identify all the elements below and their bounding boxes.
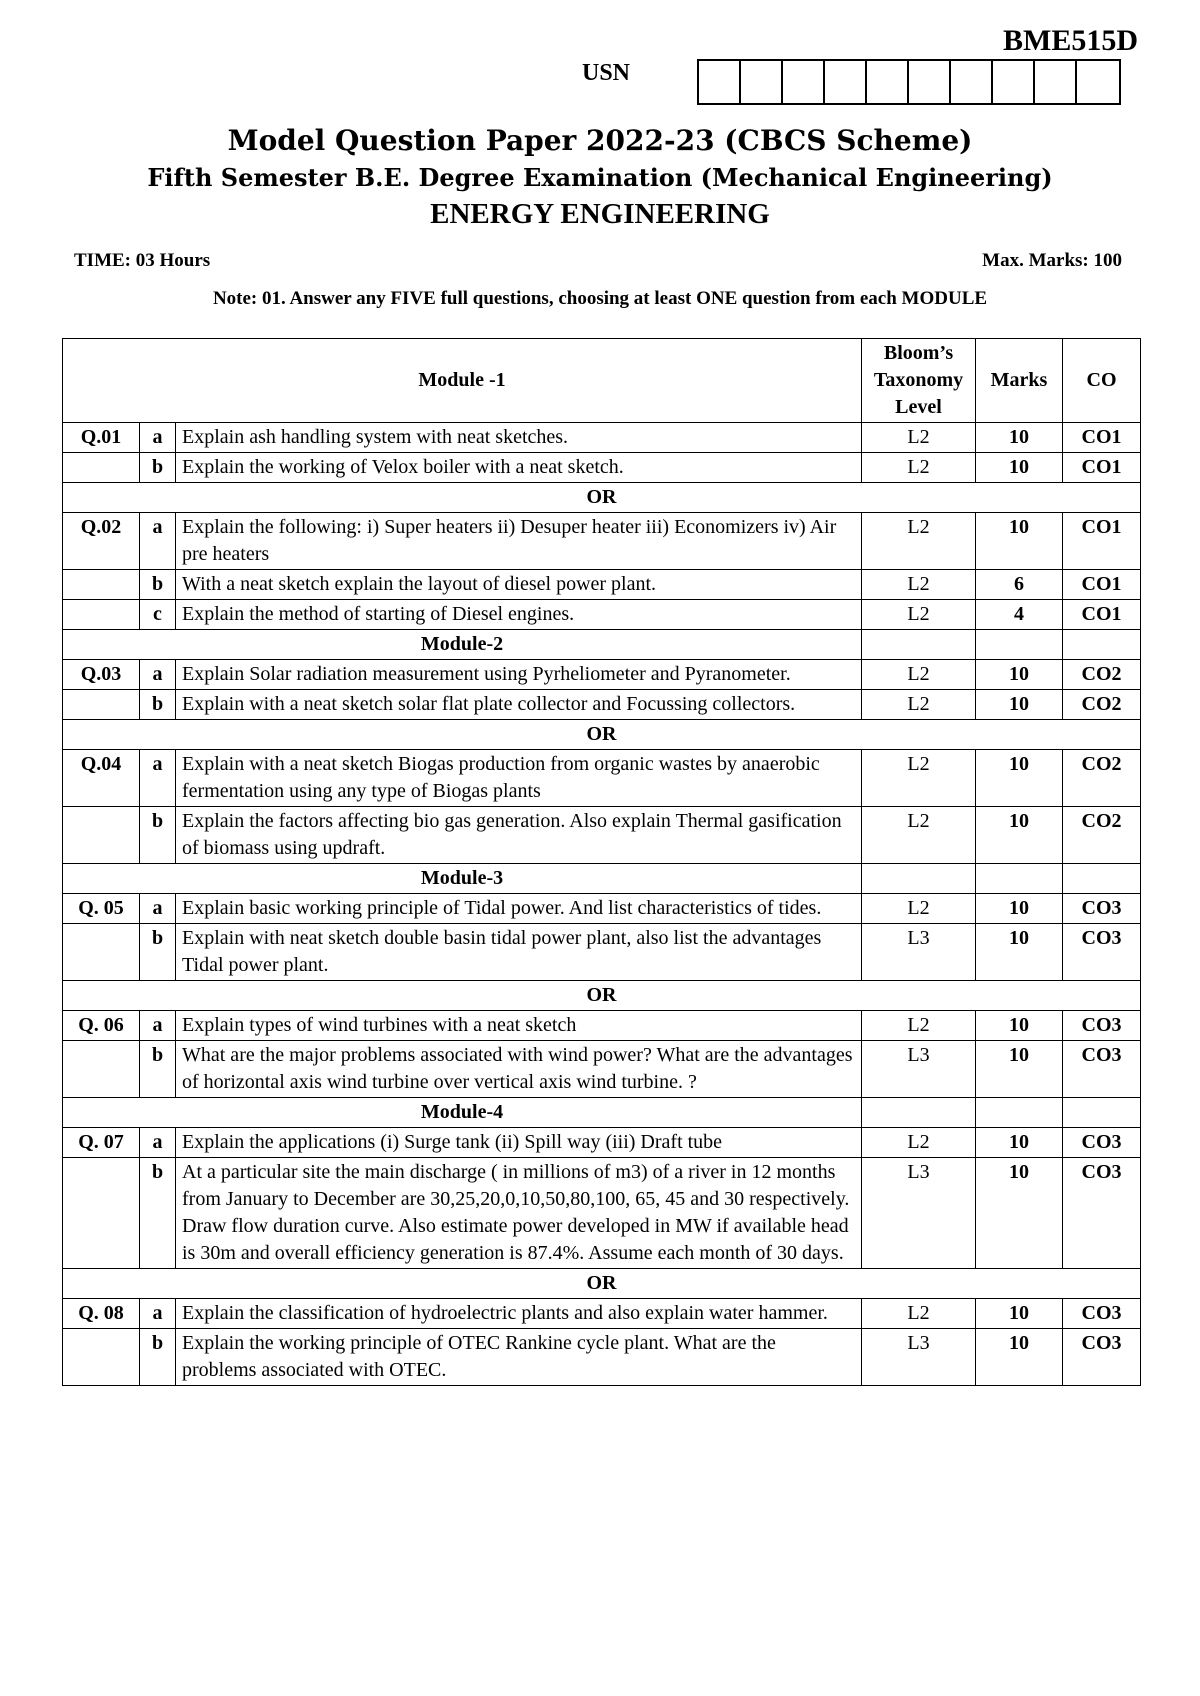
course-outcome: CO3 <box>1063 1041 1141 1098</box>
course-outcome: CO3 <box>1063 1299 1141 1329</box>
instructions-note: Note: 01. Answer any FIVE full questions, choosing at least ONE question from each MODULE <box>212 288 988 309</box>
module-label: Module-3 <box>63 864 862 894</box>
table-row <box>63 1158 1141 1269</box>
sub-question-label: b <box>140 1158 176 1269</box>
sub-question-label: a <box>140 1299 176 1329</box>
question-marks: 10 <box>976 1128 1063 1158</box>
subject-name: ENERGY ENGINEERING <box>430 198 770 230</box>
sub-question-label: a <box>140 1128 176 1158</box>
blooms-level: L2 <box>862 1011 976 1041</box>
question-text: Explain types of wind turbines with a neat sketch <box>176 1011 862 1041</box>
question-marks: 4 <box>976 600 1063 630</box>
question-marks: 10 <box>976 1329 1063 1386</box>
paper-title: Model Question Paper 2022-23 (CBCS Scheme) <box>227 124 973 157</box>
course-outcome: CO3 <box>1063 1158 1141 1269</box>
or-label: OR <box>63 483 1141 513</box>
sub-question-label: b <box>140 924 176 981</box>
usn-entry-boxes <box>697 59 1121 105</box>
table-row <box>63 570 1141 600</box>
blooms-level: L2 <box>862 690 976 720</box>
question-number <box>63 924 140 981</box>
usn-box <box>699 61 741 103</box>
course-outcome: CO3 <box>1063 1011 1141 1041</box>
or-label: OR <box>63 720 1141 750</box>
blooms-level: L3 <box>862 924 976 981</box>
question-number <box>63 807 140 864</box>
question-number <box>63 1041 140 1098</box>
question-number: Q. 08 <box>63 1299 140 1329</box>
question-number <box>63 600 140 630</box>
question-marks: 6 <box>976 570 1063 600</box>
question-number <box>63 1158 140 1269</box>
blooms-level: L3 <box>862 1041 976 1098</box>
sub-question-label: b <box>140 807 176 864</box>
empty-cell <box>1063 630 1141 660</box>
sub-question-label: a <box>140 660 176 690</box>
usn-label: USN <box>582 60 631 86</box>
course-outcome: CO3 <box>1063 894 1141 924</box>
blooms-level: L2 <box>862 750 976 807</box>
course-outcome: CO2 <box>1063 690 1141 720</box>
or-label: OR <box>63 981 1141 1011</box>
question-number: Q. 06 <box>63 1011 140 1041</box>
question-rows <box>63 423 1141 1386</box>
question-number: Q.02 <box>63 513 140 570</box>
question-number <box>63 690 140 720</box>
table-row <box>63 924 1141 981</box>
sub-question-label: c <box>140 600 176 630</box>
question-text: Explain the method of starting of Diesel engines. <box>176 600 862 630</box>
empty-cell <box>862 1098 976 1128</box>
question-number <box>63 1329 140 1386</box>
table-row <box>63 690 1141 720</box>
empty-cell <box>862 630 976 660</box>
question-text: Explain the working principle of OTEC Rankine cycle plant. What are the problems associated with OTEC. <box>176 1329 862 1386</box>
blooms-header: Bloom’s Taxonomy Level <box>862 339 976 423</box>
blooms-level: L2 <box>862 453 976 483</box>
co-header: CO <box>1063 339 1141 423</box>
empty-cell <box>1063 1098 1141 1128</box>
table-row <box>63 1128 1141 1158</box>
question-number <box>63 453 140 483</box>
table-row <box>63 1011 1141 1041</box>
course-outcome: CO3 <box>1063 1329 1141 1386</box>
question-text: Explain Solar radiation measurement using Pyrheliometer and Pyranometer. <box>176 660 862 690</box>
table-row <box>63 750 1141 807</box>
max-marks: Max. Marks: 100 <box>982 250 1122 271</box>
blooms-level: L2 <box>862 1299 976 1329</box>
usn-box <box>825 61 867 103</box>
question-number: Q.03 <box>63 660 140 690</box>
subject-code: BME515D <box>1003 24 1138 57</box>
blooms-level: L2 <box>862 600 976 630</box>
sub-question-label: b <box>140 1041 176 1098</box>
course-outcome: CO3 <box>1063 1128 1141 1158</box>
module-1-header: Module -1 <box>63 339 862 423</box>
table-row <box>63 513 1141 570</box>
module-header-row <box>63 630 1141 660</box>
usn-box <box>1077 61 1119 103</box>
table-row <box>63 600 1141 630</box>
sub-question-label: a <box>140 423 176 453</box>
question-text: Explain the factors affecting bio gas generation. Also explain Thermal gasification of biomass using updraft. <box>176 807 862 864</box>
course-outcome: CO1 <box>1063 513 1141 570</box>
blooms-level: L2 <box>862 660 976 690</box>
or-separator-row <box>63 1269 1141 1299</box>
sub-question-label: b <box>140 690 176 720</box>
sub-question-label: a <box>140 750 176 807</box>
empty-cell <box>976 630 1063 660</box>
question-marks: 10 <box>976 924 1063 981</box>
module-label: Module-2 <box>63 630 862 660</box>
blooms-level: L2 <box>862 423 976 453</box>
usn-box <box>741 61 783 103</box>
question-text: Explain the classification of hydroelectric plants and also explain water hammer. <box>176 1299 862 1329</box>
question-marks: 10 <box>976 1011 1063 1041</box>
question-marks: 10 <box>976 423 1063 453</box>
table-row <box>63 1329 1141 1386</box>
sub-question-label: a <box>140 894 176 924</box>
question-marks: 10 <box>976 660 1063 690</box>
question-text: Explain the applications (i) Surge tank (ii) Spill way (iii) Draft tube <box>176 1128 862 1158</box>
blooms-level: L2 <box>862 1128 976 1158</box>
usn-box <box>783 61 825 103</box>
question-text: Explain with a neat sketch solar flat plate collector and Focussing collectors. <box>176 690 862 720</box>
course-outcome: CO2 <box>1063 750 1141 807</box>
exam-time: TIME: 03 Hours <box>74 250 211 271</box>
marks-header: Marks <box>976 339 1063 423</box>
table-row <box>63 660 1141 690</box>
question-number: Q. 05 <box>63 894 140 924</box>
or-label: OR <box>63 1269 1141 1299</box>
question-text: Explain ash handling system with neat sketches. <box>176 423 862 453</box>
question-text: Explain with a neat sketch Biogas production from organic wastes by anaerobic fermentation using any type of Biogas plants <box>176 750 862 807</box>
course-outcome: CO1 <box>1063 423 1141 453</box>
table-header-row <box>63 339 1141 423</box>
question-number: Q. 07 <box>63 1128 140 1158</box>
usn-box <box>993 61 1035 103</box>
table-row <box>63 1299 1141 1329</box>
table-row <box>63 423 1141 453</box>
usn-box <box>951 61 993 103</box>
course-outcome: CO1 <box>1063 570 1141 600</box>
question-marks: 10 <box>976 453 1063 483</box>
course-outcome: CO1 <box>1063 453 1141 483</box>
question-marks: 10 <box>976 1299 1063 1329</box>
table-row <box>63 1041 1141 1098</box>
course-outcome: CO3 <box>1063 924 1141 981</box>
blooms-level: L2 <box>862 513 976 570</box>
question-marks: 10 <box>976 894 1063 924</box>
table-row <box>63 807 1141 864</box>
title-block <box>0 122 1200 232</box>
or-separator-row <box>63 720 1141 750</box>
sub-question-label: a <box>140 1011 176 1041</box>
question-number: Q.04 <box>63 750 140 807</box>
question-number: Q.01 <box>63 423 140 453</box>
exam-subtitle: Fifth Semester B.E. Degree Examination (Mechanical Engineering) <box>147 163 1053 192</box>
or-separator-row <box>63 483 1141 513</box>
module-label: Module-4 <box>63 1098 862 1128</box>
question-text: Explain the working of Velox boiler with a neat sketch. <box>176 453 862 483</box>
question-marks: 10 <box>976 750 1063 807</box>
sub-question-label: b <box>140 453 176 483</box>
question-marks: 10 <box>976 807 1063 864</box>
sub-question-label: b <box>140 570 176 600</box>
table-row <box>63 453 1141 483</box>
blooms-level: L3 <box>862 1329 976 1386</box>
course-outcome: CO1 <box>1063 600 1141 630</box>
usn-box <box>1035 61 1077 103</box>
blooms-level: L2 <box>862 894 976 924</box>
course-outcome: CO2 <box>1063 807 1141 864</box>
blooms-level: L3 <box>862 1158 976 1269</box>
empty-cell <box>976 1098 1063 1128</box>
question-text: Explain with neat sketch double basin tidal power plant, also list the advantages Tidal power plant. <box>176 924 862 981</box>
question-text: Explain basic working principle of Tidal power. And list characteristics of tides. <box>176 894 862 924</box>
table-row <box>63 894 1141 924</box>
blooms-level: L2 <box>862 807 976 864</box>
course-outcome: CO2 <box>1063 660 1141 690</box>
empty-cell <box>862 864 976 894</box>
empty-cell <box>976 864 1063 894</box>
usn-box <box>867 61 909 103</box>
module-header-row <box>63 864 1141 894</box>
question-text: At a particular site the main discharge ( in millions of m3) of a river in 12 months from January to December are 30,25,20,0,10,50,80,100, 65, 45 and 30 respectively. Draw flow duration curve. Also estimate power developed in MW if available head is 30m and overall efficiency generation is 87.4%. Assume each month of 30 days. <box>176 1158 862 1269</box>
question-text: With a neat sketch explain the layout of diesel power plant. <box>176 570 862 600</box>
blooms-level: L2 <box>862 570 976 600</box>
question-marks: 10 <box>976 513 1063 570</box>
question-marks: 10 <box>976 1041 1063 1098</box>
question-table <box>62 338 1141 1386</box>
question-marks: 10 <box>976 690 1063 720</box>
empty-cell <box>1063 864 1141 894</box>
or-separator-row <box>63 981 1141 1011</box>
question-number <box>63 570 140 600</box>
question-text: Explain the following: i) Super heaters ii) Desuper heater iii) Economizers iv) Air pre heaters <box>176 513 862 570</box>
module-header-row <box>63 1098 1141 1128</box>
sub-question-label: a <box>140 513 176 570</box>
sub-question-label: b <box>140 1329 176 1386</box>
question-text: What are the major problems associated with wind power? What are the advantages of horizontal axis wind turbine over vertical axis wind turbine. ? <box>176 1041 862 1098</box>
question-marks: 10 <box>976 1158 1063 1269</box>
usn-box <box>909 61 951 103</box>
